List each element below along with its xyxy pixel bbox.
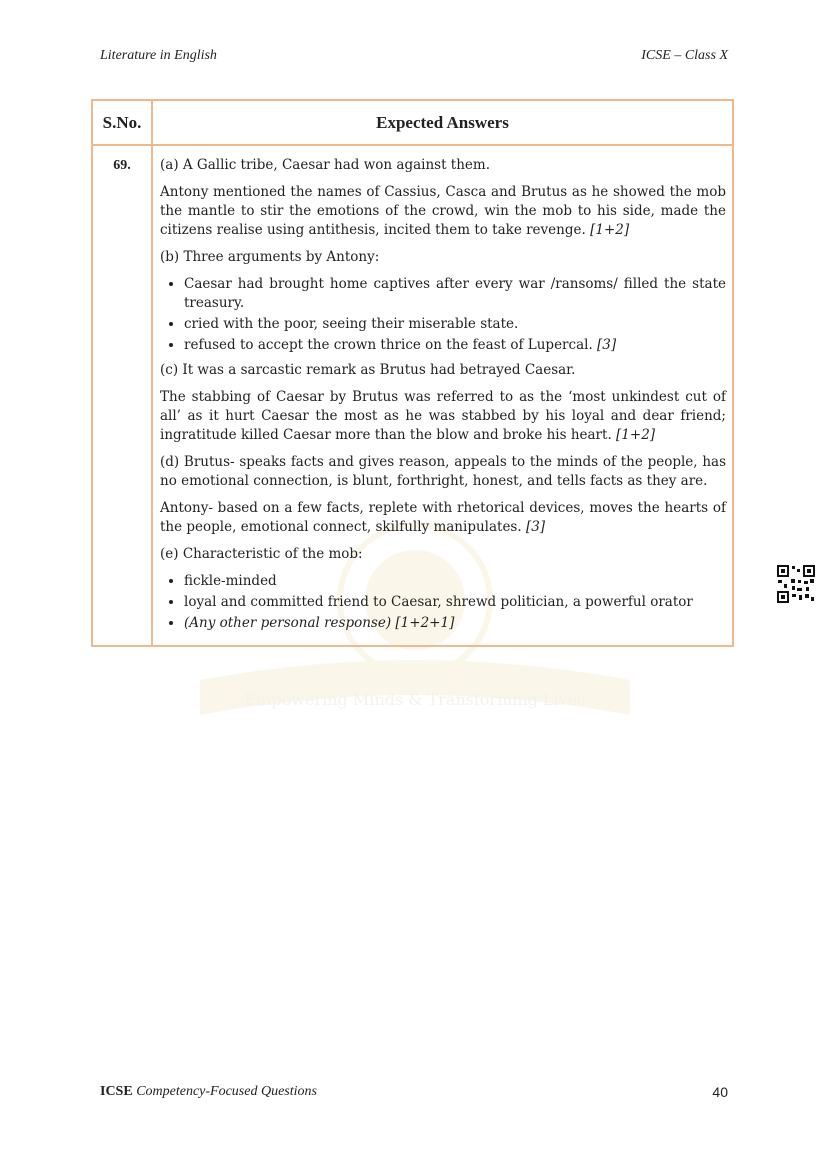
question-number-cell: [93, 146, 153, 645]
list-item: • cried with the poor, seeing their miserable state.: [184, 315, 726, 334]
footer-title-italic: Competency-Focused Questions: [136, 1084, 317, 1099]
running-header-left: Literature in English: [100, 48, 217, 63]
footer-title: [100, 1084, 317, 1100]
list-item: • (Any other personal response) [1+2+1]: [184, 614, 726, 633]
answer-a1: (a) A Gallic tribe, Caesar had won against them.: [160, 157, 490, 173]
marks-a: [1+2]: [590, 222, 630, 238]
answer-cell: [153, 146, 732, 645]
table-row: [93, 146, 732, 645]
list-item: • loyal and committed friend to Caesar, shrewd politician, a powerful orator: [184, 593, 726, 612]
answer-b-list: [160, 275, 726, 355]
answer-b1: (b) Three arguments by Antony:: [160, 249, 380, 265]
table-header-row: [93, 101, 732, 146]
running-header-right: ICSE – Class X: [641, 48, 728, 63]
watermark-text: Empowering Minds & Transforming Lives: [244, 690, 586, 709]
answer-d1: (d) Brutus- speaks facts and gives reason, appeals to the minds of the people, has no emotional connection, is blunt, forthright, honest, and tells facts as they are.: [160, 454, 726, 489]
marks-d: [3]: [525, 519, 546, 535]
answer-d2: Antony- based on a few facts, replete with rhetorical devices, moves the hearts of the people, emotional connect, skilfully manipulates. [3]: [160, 500, 726, 535]
answer-e-list: [160, 572, 726, 633]
list-item: • Caesar had brought home captives after every war /ransoms/ filled the state treasury.: [184, 275, 726, 313]
answer-c2: The stabbing of Caesar by Brutus was referred to as the ‘most unkindest cut of all’ as it hurt Caesar the most as he was stabbed by his loyal and dear friend; ingratitude killed Caesar more than the blow and broke his heart. [1+2]: [160, 389, 726, 443]
answer-c1: (c) It was a sarcastic remark as Brutus had betrayed Caesar.: [160, 362, 576, 378]
marks-b: [3]: [597, 337, 617, 353]
answer-e1: (e) Characteristic of the mob:: [160, 546, 363, 562]
page-number: 40: [712, 1084, 728, 1100]
col-answers-header: Expected Answers: [376, 112, 509, 132]
qr-code-icon[interactable]: [776, 564, 816, 604]
list-item: • fickle-minded: [184, 572, 726, 591]
answers-table: [91, 99, 734, 647]
list-item: • refused to accept the crown thrice on the feast of Lupercal. [3]: [184, 336, 726, 355]
question-number: 69.: [113, 158, 131, 173]
answer-a2: Antony mentioned the names of Cassius, Casca and Brutus as he showed the mob the mantle to stir the emotions of the crowd, win the mob to his side, made the citizens realise using antithesis, incited them to take revenge. [1+2]: [160, 184, 726, 238]
marks-c: [1+2]: [616, 427, 656, 443]
col-sno-header: S.No.: [93, 101, 153, 144]
footer-title-bold: ICSE: [100, 1084, 133, 1099]
